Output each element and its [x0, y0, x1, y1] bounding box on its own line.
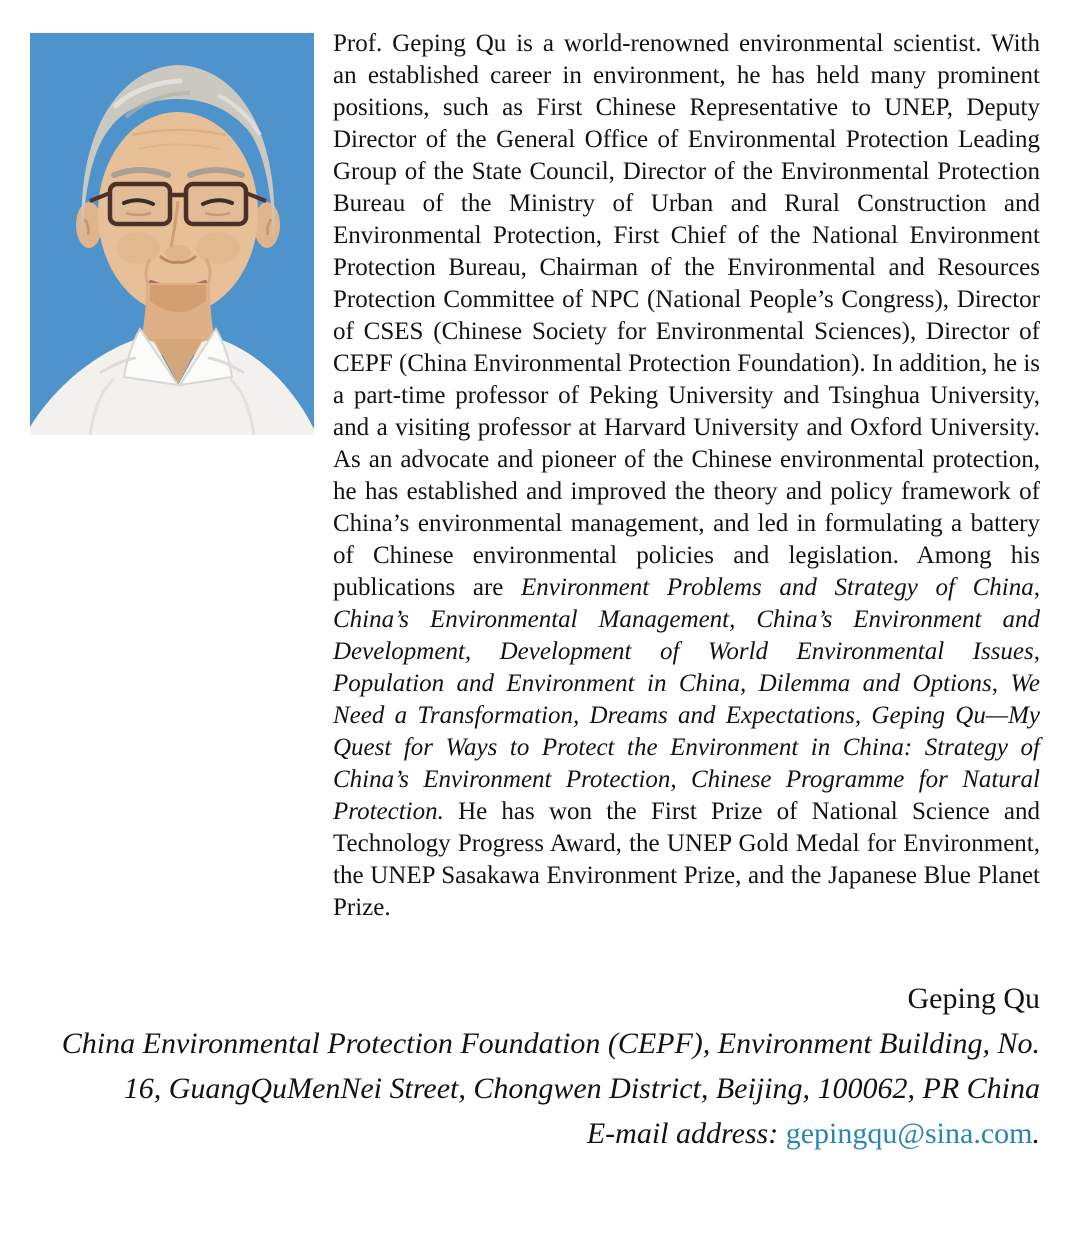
portrait-photo-illustration — [30, 33, 314, 435]
email-link[interactable]: gepingqu@sina.com — [785, 1117, 1033, 1150]
top-section — [30, 30, 1040, 924]
signature-affiliation: China Environmental Protection Foundation (CEPF), Environment Building, No. 16, GuangQuMenNei Street, Chongwen District, Beijing, 100062, PR China — [61, 1027, 1040, 1105]
email-label: E-mail address: — [586, 1117, 786, 1150]
bio-text-roman-1: Prof. Geping Qu is a world-renowned environmental scientist. With an established career in environment, he has held many prominent positions, such as First Chinese Representative to UNEP, Deputy Director of the General Office of Environmental Protection Leading Group of the State Council, Director of the Environmental Protection Bureau of the Ministry of Urban and Rural Construction and Environmental Protection, First Chief of the National Environment Protection Bureau, Chairman of the Environmental and Resources Protection Committee of NPC (National People’s Congress), Director of CSES (Chinese Society for Environmental Sciences), Director of CEPF (China Environmental Protection Foundation). In addition, he is a part-time professor of Peking University and Tsinghua University, and a visiting professor at Harvard University and Oxford University. As an advocate and pioneer of the Chinese environmental protection, he has established and improved the theory and policy framework of China’s environmental management, and led in formulating a battery of Chinese environmental policies and legislation. Among his publications are — [333, 30, 1040, 601]
signature-email-line — [30, 1111, 1040, 1156]
signature-name: Geping Qu — [907, 982, 1040, 1015]
email-period: . — [1032, 1117, 1040, 1150]
bio-publications-italic: Environment Problems and Strategy of China, China’s Environmental Management, China’s Environment and Development, Development of World Environmental Issues, Population and Environment in China, Dilemma and Options, We Need a Transformation, Dreams and Expectations, Geping Qu—My Quest for Ways to Protect the Environment in China: Strategy of China’s Environment Protection, Chinese Programme for Natural Protection. — [333, 574, 1040, 825]
bio-text-roman-2: He has won the First Prize of National Science and Technology Progress Award, the UNEP Gold Medal for Environment, the UNEP Sasakawa Environment Prize, and the Japanese Blue Planet Prize. — [333, 798, 1040, 921]
bio-paragraph — [333, 28, 1040, 924]
portrait-photo — [30, 33, 314, 435]
signature-block — [30, 976, 1040, 1156]
